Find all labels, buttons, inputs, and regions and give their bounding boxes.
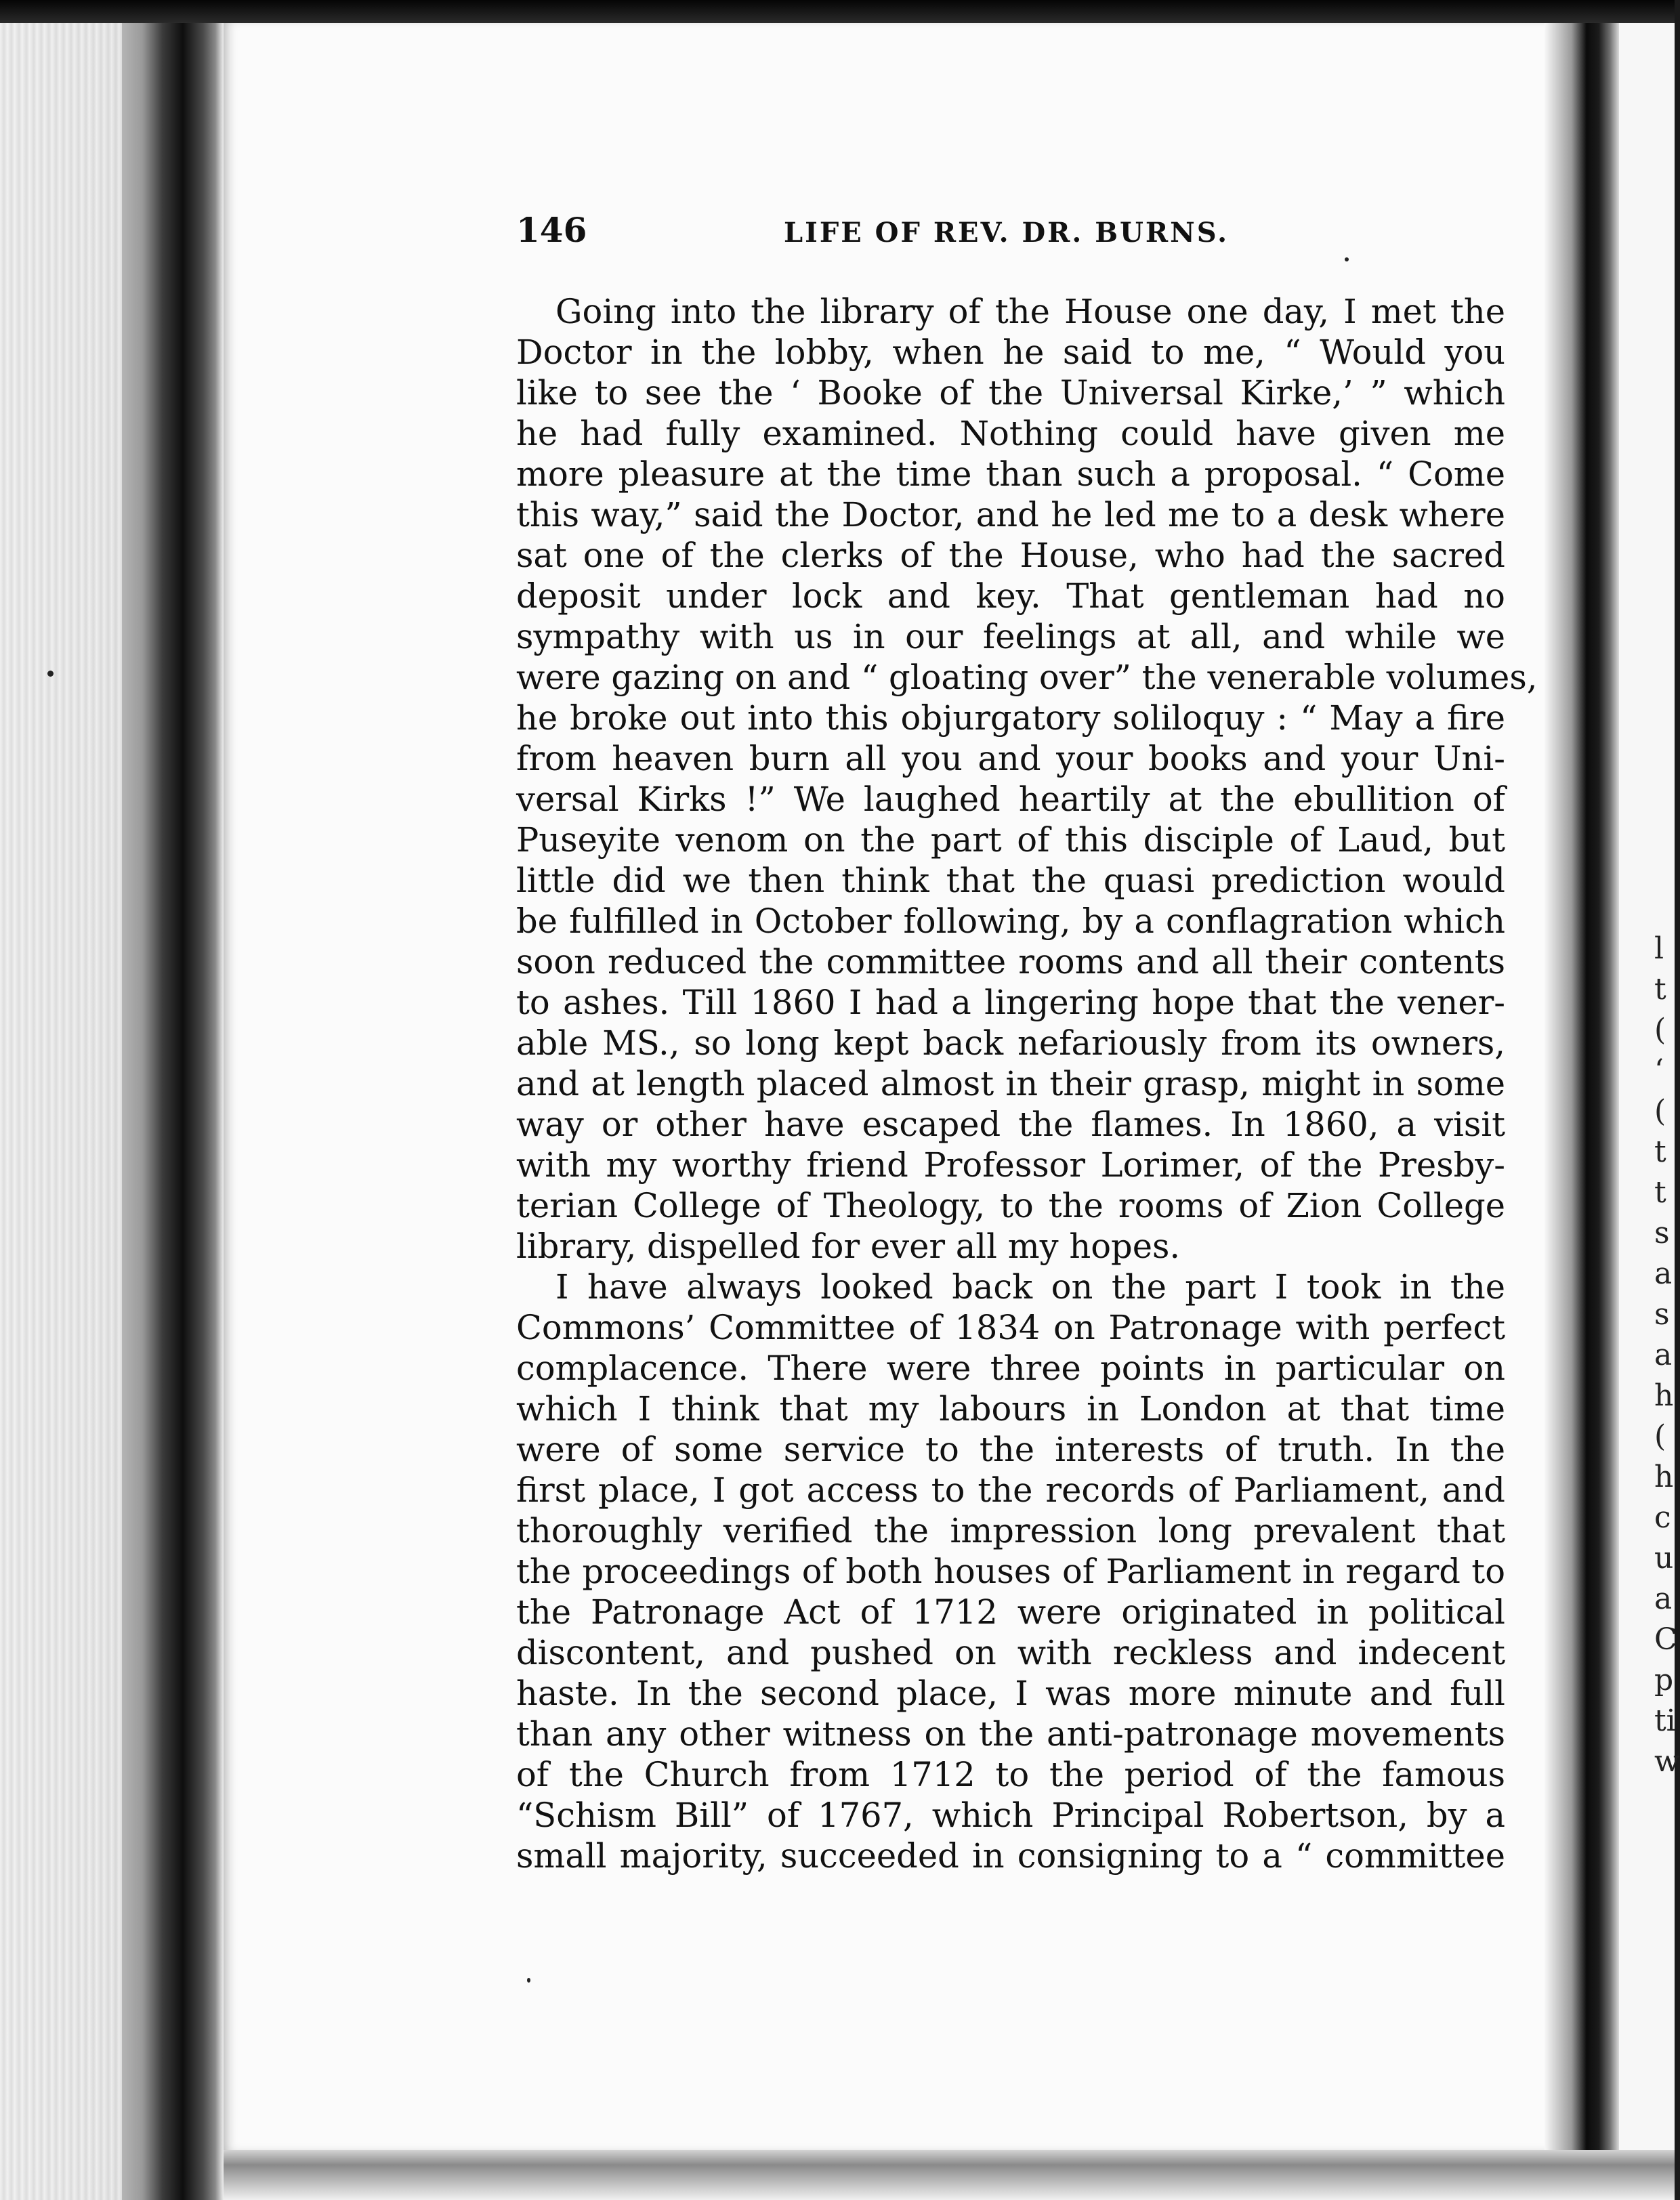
facing-page-letter: t [1654,1175,1666,1210]
text-line: Going into the library of the House one day, I met the [555,292,1505,331]
facing-page-letter: s [1654,1216,1670,1250]
text-line: he broke out into this objurgatory soliloquy : “ May a fire [516,698,1505,738]
body-text [516,291,1538,1876]
facing-page-letter: ( [1654,1013,1666,1047]
facing-page-letter: h [1654,1378,1674,1413]
text-line: sympathy with us in our feelings at all, and while we [516,617,1505,656]
page-number: 146 [516,210,587,250]
facing-page-letter: t [1654,1135,1666,1169]
facing-page-letter: w [1654,1744,1680,1779]
facing-page-letter: l [1654,931,1664,966]
text-line: be fulfilled in October following, by a conflagration which [516,902,1505,941]
facing-page-letter: s [1654,1297,1670,1332]
facing-page-letter: a [1654,1338,1673,1372]
page-header [516,210,1505,251]
text-line: the proceedings of both houses of Parliament in regard to [516,1552,1505,1591]
text-line: to ashes. Till 1860 I had a lingering hope that the vener- [516,983,1505,1022]
scan-speck [527,1978,530,1983]
text-line: I have always looked back on the part I took in the [555,1267,1505,1307]
text-line: like to see the ‘ Booke of the Universal Kirke,’ ” which [516,373,1505,412]
facing-page-letter: ti [1654,1704,1676,1738]
text-line: he had fully examined. Nothing could have given me [516,414,1505,453]
text-line: from heaven burn all you and your books and your Uni- [516,739,1505,778]
text-line: than any other witness on the anti-patronage movements [516,1714,1505,1754]
text-line: Commons’ Committee of 1834 on Patronage with perfect [516,1308,1505,1347]
facing-page-letter: a [1654,1256,1673,1291]
text-line: and at length placed almost in their grasp, might in some [516,1064,1505,1103]
text-line: able MS., so long kept back nefariously from its owners, [516,1023,1505,1063]
scan-speck [47,671,54,677]
text-line: small majority, succeeded in consigning to a “ committee [516,1836,1505,1876]
text-line: Puseyite venom on the part of this disciple of Laud, but [516,820,1505,860]
facing-page-letter: p [1654,1663,1674,1697]
text-line: soon reduced the committee rooms and all their contents [516,942,1505,981]
text-line: little did we then think that the quasi prediction would [516,861,1505,900]
text-line: haste. In the second place, I was more minute and full [516,1674,1505,1713]
text-line: terian College of Theology, to the rooms of Zion College [516,1186,1505,1225]
text-line: discontent, and pushed on with reckless and indecent [516,1633,1505,1672]
facing-page-letter: C [1654,1622,1677,1657]
text-line: which I think that my labours in London at that time [516,1389,1505,1429]
facing-page-letter: ‘ [1654,1053,1664,1088]
facing-page-letter: a [1654,1582,1673,1616]
text-line: the Patronage Act of 1712 were originated in political [516,1592,1505,1632]
text-line: with my worthy friend Professor Lorimer, of the Presby- [516,1145,1505,1185]
text-line: complacence. There were three points in particular on [516,1349,1505,1388]
paragraph-2 [516,1267,1505,1876]
text-line: more pleasure at the time than such a proposal. “ Come [516,454,1505,494]
page-edges-left [0,0,122,2200]
text-line: of the Church from 1712 to the period of the famous [516,1755,1505,1794]
text-line: thoroughly verified the impression long prevalent that [516,1511,1505,1550]
text-line: Doctor in the lobby, when he said to me, “ Would you [516,333,1505,372]
scan-bottom-border [224,2150,1675,2200]
book-gutter-shadow [1545,23,1619,2150]
paragraph-1 [516,291,1538,1267]
facing-page-letter: h [1654,1460,1674,1494]
text-line: way or other have escaped the flames. In 1860, a visit [516,1105,1505,1144]
text-line: were gazing on and “ gloating over” the venerable volumes, [516,658,1538,697]
text-line: this way,” said the Doctor, and he led me to a desk where [516,495,1505,534]
text-line: were of some service to the interests of truth. In the [516,1430,1505,1469]
text-line: deposit under lock and key. That gentleman had no [516,576,1505,616]
facing-page-letter: t [1654,972,1666,1007]
facing-page-edge [1619,23,1680,2150]
facing-page-letter: ( [1654,1094,1666,1128]
text-line: “Schism Bill” of 1767, which Principal Robertson, by a [516,1796,1505,1835]
running-title: LIFE OF REV. DR. BURNS. [784,217,1230,249]
text-line: first place, I got access to the records of Parliament, and [516,1471,1505,1510]
scan-top-border [0,0,1675,23]
scan-speck [1345,257,1349,261]
text-line: library, dispelled for ever all my hopes. [516,1227,1181,1266]
facing-page-letter: u [1654,1541,1674,1575]
text-line: versal Kirks !” We laughed heartily at the ebullition of [516,780,1505,819]
text-line: sat one of the clerks of the House, who had the sacred [516,536,1505,575]
facing-page-letter: c [1654,1500,1671,1535]
facing-page-letter: ( [1654,1419,1666,1454]
